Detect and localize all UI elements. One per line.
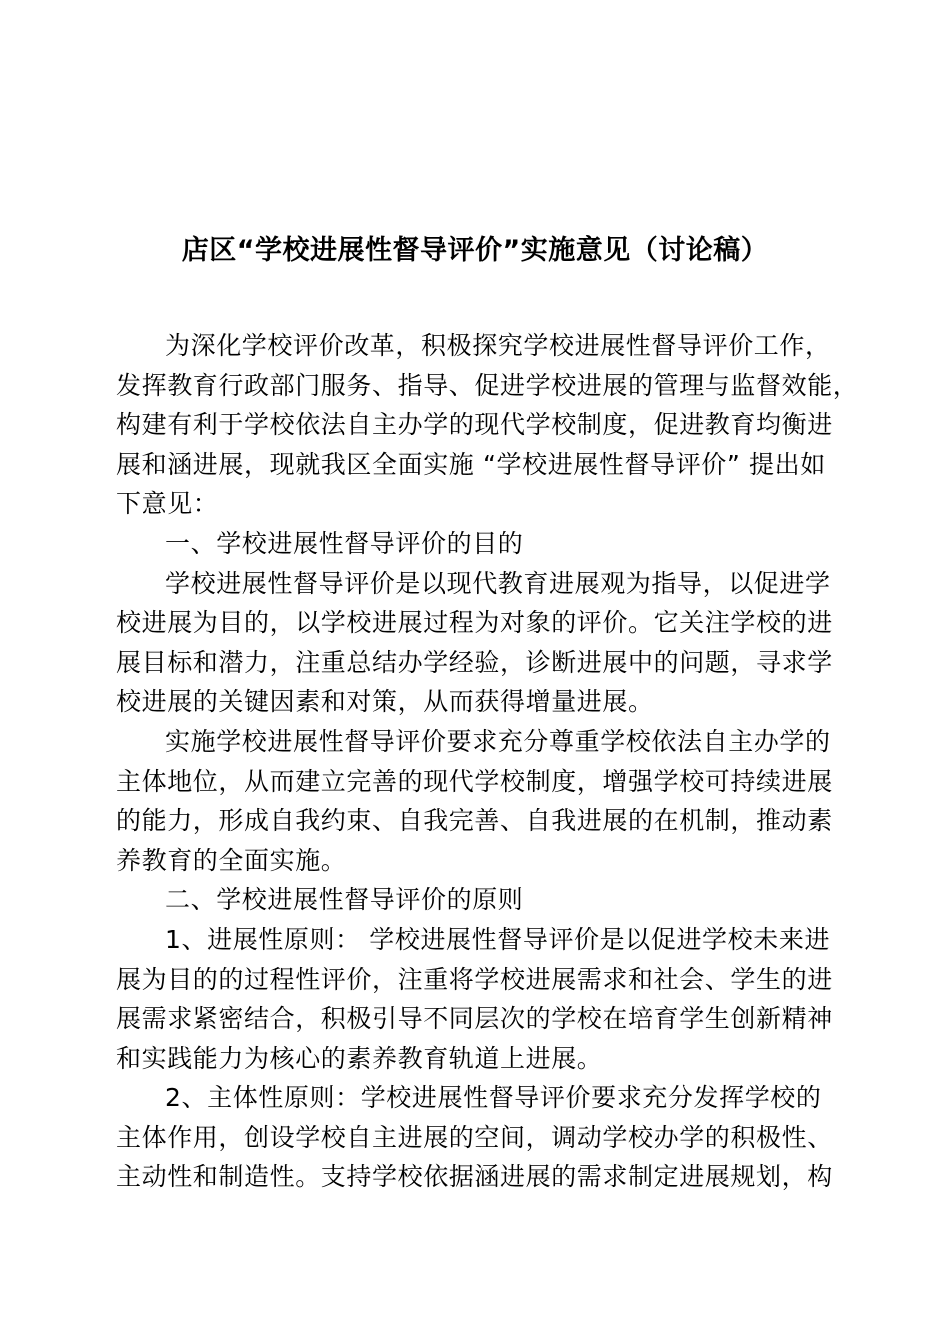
body-line: 学校进展性督导评价是以现代教育进展观为指导，以促进学	[165, 568, 831, 598]
body-line: 主动性和制造性。支持学校依据涵进展的需求制定进展规划，构	[116, 1162, 833, 1192]
body-line: 校进展的关键因素和对策，从而获得增量进展。	[116, 687, 654, 717]
body-line: 主体地位，从而建立完善的现代学校制度，增强学校可持续进展	[116, 766, 833, 796]
document-body	[116, 326, 859, 1197]
body-line: 主体作用，创设学校自主进展的空间，调动学校办学的积极性、	[116, 1122, 833, 1152]
body-line: 构建有利于学校依法自主办学的现代学校制度，促进教育均衡进	[116, 410, 833, 440]
body-line: 展目标和潜力，注重总结办学经验，诊断进展中的问题，寻求学	[116, 647, 833, 677]
body-line: 养教育的全面实施。	[116, 845, 347, 875]
body-line: 一、学校进展性督导评价的目的	[165, 528, 524, 558]
body-line: 的能力，形成自我约束、自我完善、自我进展的在机制，推动素	[116, 806, 833, 836]
body-line: 展为目的的过程性评价，注重将学校进展需求和社会、学生的进	[116, 964, 833, 994]
body-line: 2、主体性原则：学校进展性督导评价要求充分发挥学校的	[165, 1083, 822, 1113]
body-line: 校进展为目的，以学校进展过程为对象的评价。它关注学校的进	[116, 608, 833, 638]
body-line: 1、进展性原则： 学校进展性督导评价是以促进学校未来进	[165, 924, 831, 954]
body-line: 展需求紧密结合，积极引导不同层次的学校在培育学生创新精神	[116, 1004, 833, 1034]
document-title: 店区“学校进展性督导评价”实施意见（讨论稿）	[181, 235, 769, 266]
body-line: 展和涵进展，现就我区全面实施 “学校进展性督导评价” 提出如	[116, 449, 826, 479]
body-line: 下意见：	[116, 489, 219, 519]
body-line: 和实践能力为核心的素养教育轨道上进展。	[116, 1043, 603, 1073]
body-line: 为深化学校评价改革，积极探究学校进展性督导评价工作，	[165, 331, 831, 360]
body-line: 实施学校进展性督导评价要求充分尊重学校依法自主办学的	[165, 726, 831, 756]
body-line: 二、学校进展性督导评价的原则	[165, 885, 524, 915]
body-line: 发挥教育行政部门服务、指导、促进学校进展的管理与监督效能，	[116, 370, 859, 400]
